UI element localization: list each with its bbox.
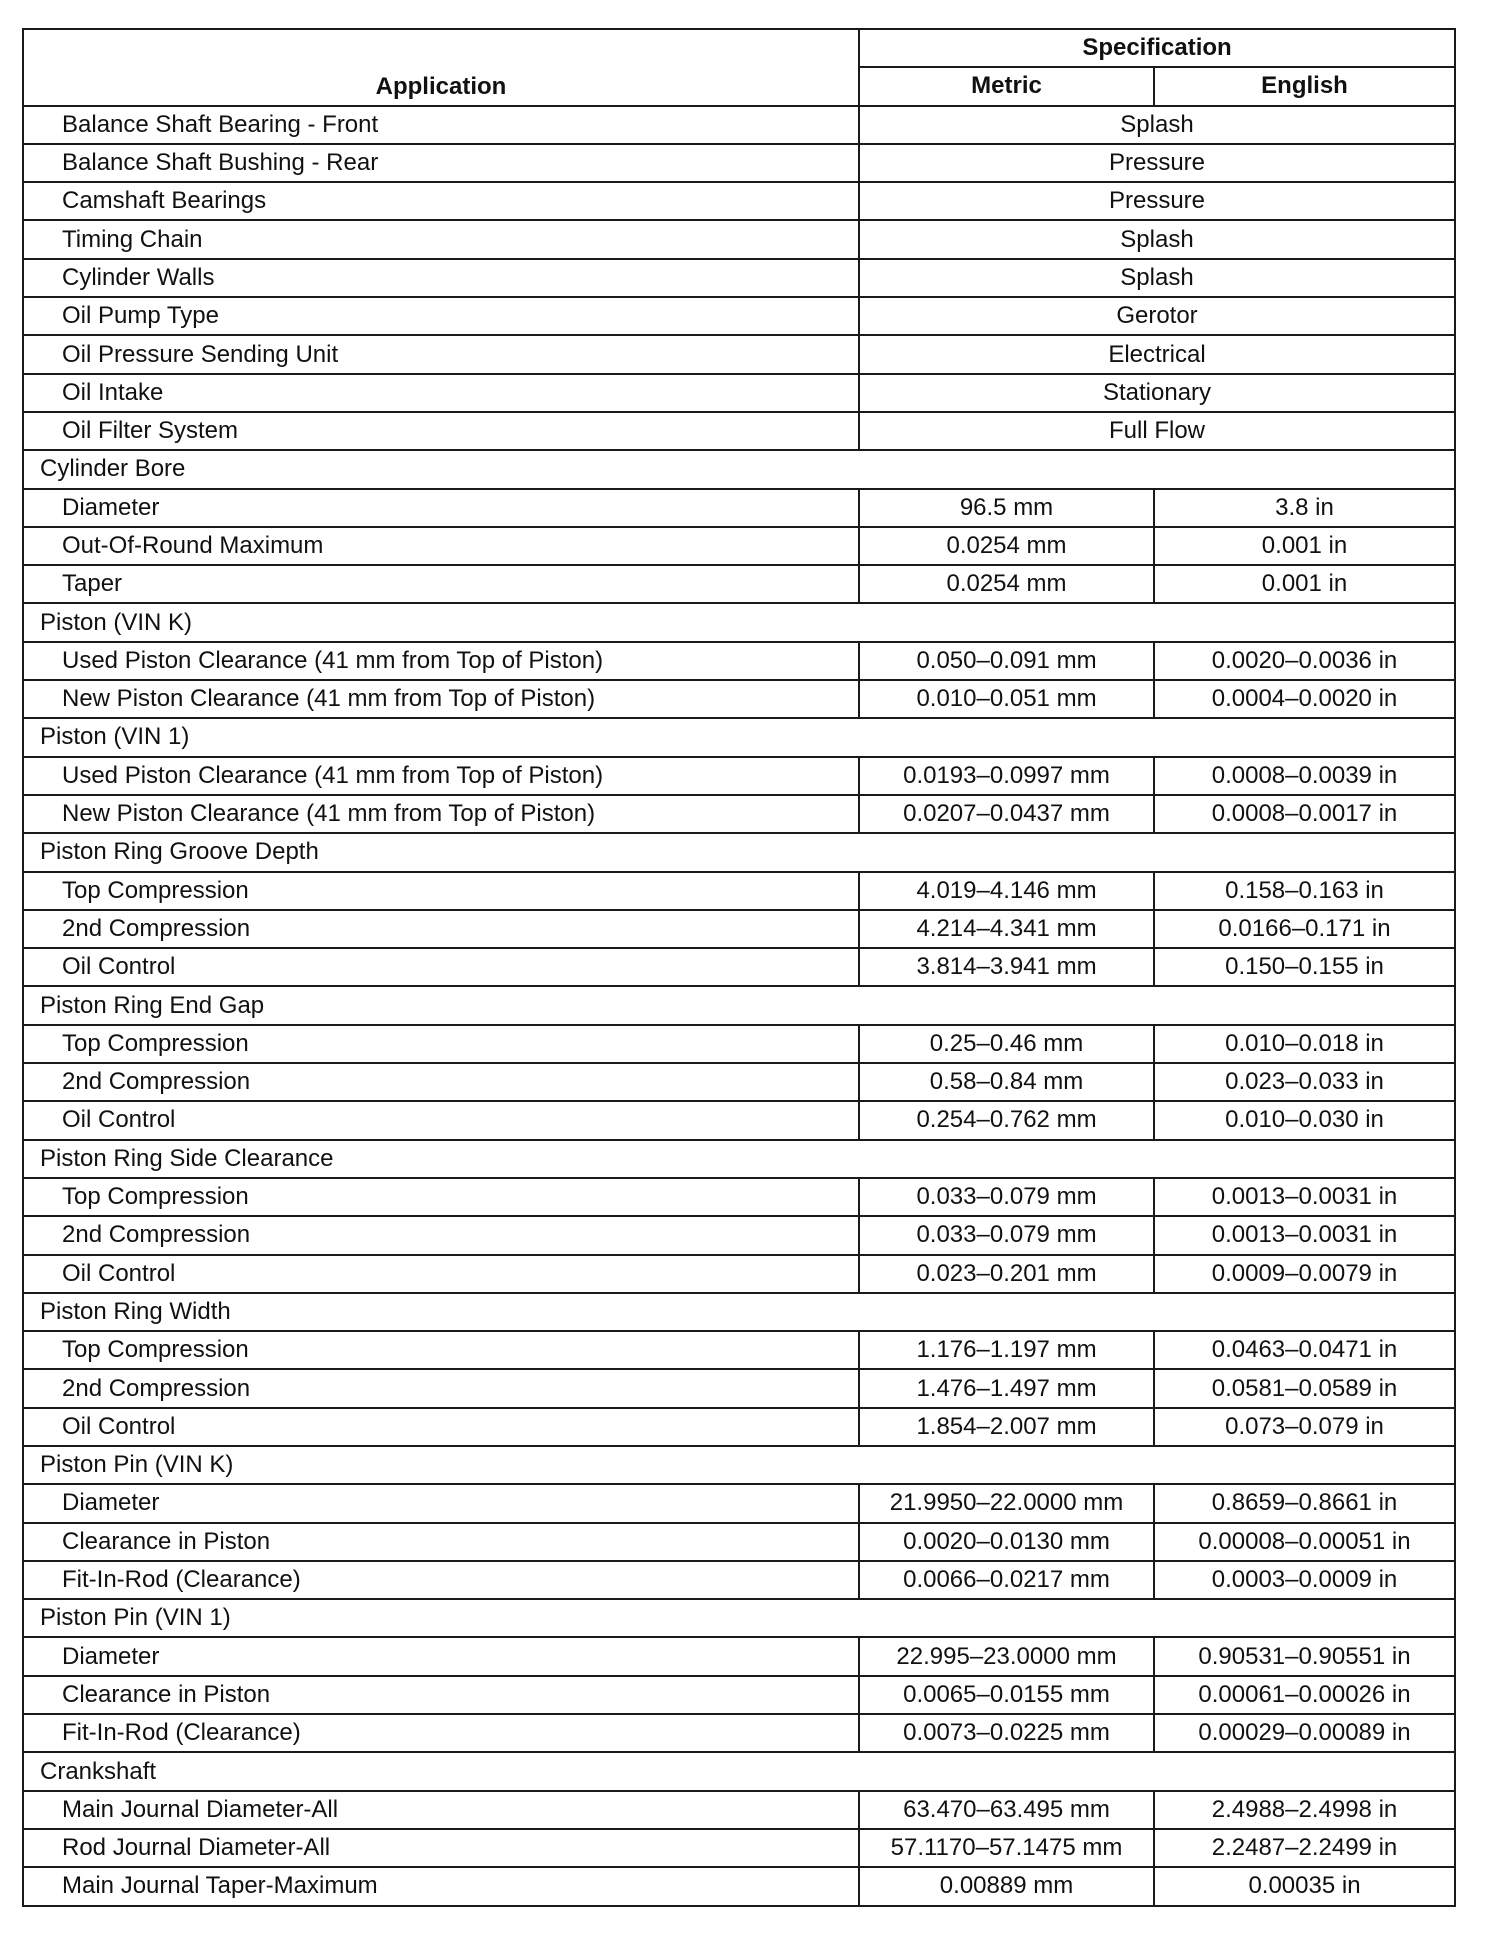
section-title: Piston Pin (VIN 1) (23, 1599, 1455, 1637)
application-cell: Main Journal Diameter-All (23, 1791, 859, 1829)
application-cell: Timing Chain (23, 220, 859, 258)
application-cell: Top Compression (23, 872, 859, 910)
table-row (23, 412, 1455, 450)
english-cell: 0.90531–0.90551 in (1154, 1637, 1455, 1675)
metric-cell: 1.854–2.007 mm (859, 1408, 1154, 1446)
table-row (23, 106, 1455, 144)
table-row (23, 1484, 1455, 1522)
application-cell: Diameter (23, 489, 859, 527)
table-row (23, 1408, 1455, 1446)
english-cell: 0.073–0.079 in (1154, 1408, 1455, 1446)
application-cell: Balance Shaft Bushing - Rear (23, 144, 859, 182)
section-row (23, 833, 1455, 871)
english-cell: 2.2487–2.2499 in (1154, 1829, 1455, 1867)
header-row (23, 29, 1455, 67)
table-row (23, 1523, 1455, 1561)
specification-cell: Stationary (859, 374, 1455, 412)
section-row (23, 450, 1455, 488)
section-title: Piston Ring Side Clearance (23, 1140, 1455, 1178)
section-row (23, 1293, 1455, 1331)
table-row (23, 565, 1455, 603)
specification-cell: Splash (859, 259, 1455, 297)
english-cell: 0.0463–0.0471 in (1154, 1331, 1455, 1369)
english-header: English (1154, 67, 1455, 105)
application-cell: Oil Control (23, 1255, 859, 1293)
application-cell: Diameter (23, 1484, 859, 1522)
english-cell: 0.0013–0.0031 in (1154, 1178, 1455, 1216)
english-cell: 0.001 in (1154, 527, 1455, 565)
application-cell: Top Compression (23, 1178, 859, 1216)
english-cell: 0.00035 in (1154, 1867, 1455, 1905)
english-cell: 0.001 in (1154, 565, 1455, 603)
section-title: Piston Ring End Gap (23, 986, 1455, 1024)
english-cell: 0.0581–0.0589 in (1154, 1369, 1455, 1407)
application-cell: Fit-In-Rod (Clearance) (23, 1714, 859, 1752)
metric-cell: 0.58–0.84 mm (859, 1063, 1154, 1101)
english-cell: 2.4988–2.4998 in (1154, 1791, 1455, 1829)
application-cell: 2nd Compression (23, 1216, 859, 1254)
application-cell: Oil Control (23, 948, 859, 986)
application-cell: 2nd Compression (23, 1369, 859, 1407)
table-row (23, 642, 1455, 680)
application-cell: Clearance in Piston (23, 1676, 859, 1714)
table-row (23, 795, 1455, 833)
application-cell: Oil Pump Type (23, 297, 859, 335)
english-cell: 0.0008–0.0039 in (1154, 757, 1455, 795)
table-row (23, 220, 1455, 258)
application-cell: Out-Of-Round Maximum (23, 527, 859, 565)
english-cell: 0.150–0.155 in (1154, 948, 1455, 986)
specification-cell: Full Flow (859, 412, 1455, 450)
table-row (23, 1216, 1455, 1254)
specification-header: Specification (859, 29, 1455, 67)
metric-cell: 0.033–0.079 mm (859, 1178, 1154, 1216)
table-row (23, 297, 1455, 335)
table-row (23, 680, 1455, 718)
english-cell: 0.010–0.018 in (1154, 1025, 1455, 1063)
section-title: Piston Ring Groove Depth (23, 833, 1455, 871)
application-cell: New Piston Clearance (41 mm from Top of Piston) (23, 680, 859, 718)
application-cell: Oil Filter System (23, 412, 859, 450)
table-row (23, 374, 1455, 412)
section-row (23, 1446, 1455, 1484)
english-cell: 0.0004–0.0020 in (1154, 680, 1455, 718)
metric-cell: 0.0073–0.0225 mm (859, 1714, 1154, 1752)
application-cell: Used Piston Clearance (41 mm from Top of Piston) (23, 642, 859, 680)
metric-cell: 0.050–0.091 mm (859, 642, 1154, 680)
english-cell: 0.0003–0.0009 in (1154, 1561, 1455, 1599)
application-header: Application (23, 29, 859, 106)
metric-header: Metric (859, 67, 1154, 105)
table-row (23, 144, 1455, 182)
table-row (23, 335, 1455, 373)
english-cell: 0.158–0.163 in (1154, 872, 1455, 910)
metric-cell: 0.0254 mm (859, 565, 1154, 603)
specification-cell: Splash (859, 220, 1455, 258)
table-row (23, 1331, 1455, 1369)
metric-cell: 1.476–1.497 mm (859, 1369, 1154, 1407)
table-row (23, 1255, 1455, 1293)
application-cell: Cylinder Walls (23, 259, 859, 297)
section-title: Crankshaft (23, 1752, 1455, 1790)
metric-cell: 0.023–0.201 mm (859, 1255, 1154, 1293)
english-cell: 0.00061–0.00026 in (1154, 1676, 1455, 1714)
table-row (23, 948, 1455, 986)
section-title: Cylinder Bore (23, 450, 1455, 488)
metric-cell: 22.995–23.0000 mm (859, 1637, 1154, 1675)
metric-cell: 63.470–63.495 mm (859, 1791, 1154, 1829)
table-row (23, 1867, 1455, 1905)
english-cell: 0.0008–0.0017 in (1154, 795, 1455, 833)
table-row (23, 872, 1455, 910)
application-cell: Taper (23, 565, 859, 603)
table-row (23, 1829, 1455, 1867)
table-header (23, 29, 1455, 106)
section-title: Piston Pin (VIN K) (23, 1446, 1455, 1484)
section-title: Piston (VIN K) (23, 603, 1455, 641)
metric-cell: 0.0207–0.0437 mm (859, 795, 1154, 833)
english-cell: 0.0013–0.0031 in (1154, 1216, 1455, 1254)
application-cell: 2nd Compression (23, 910, 859, 948)
metric-cell: 21.9950–22.0000 mm (859, 1484, 1154, 1522)
table-row (23, 182, 1455, 220)
specification-cell: Gerotor (859, 297, 1455, 335)
metric-cell: 0.033–0.079 mm (859, 1216, 1154, 1254)
english-cell: 0.0020–0.0036 in (1154, 642, 1455, 680)
table-row (23, 1025, 1455, 1063)
table-row (23, 1637, 1455, 1675)
english-cell: 0.0009–0.0079 in (1154, 1255, 1455, 1293)
specification-cell: Electrical (859, 335, 1455, 373)
metric-cell: 0.254–0.762 mm (859, 1101, 1154, 1139)
application-cell: Camshaft Bearings (23, 182, 859, 220)
section-row (23, 1140, 1455, 1178)
table-row (23, 1178, 1455, 1216)
metric-cell: 0.25–0.46 mm (859, 1025, 1154, 1063)
specification-cell: Pressure (859, 144, 1455, 182)
section-title: Piston Ring Width (23, 1293, 1455, 1331)
application-cell: Used Piston Clearance (41 mm from Top of Piston) (23, 757, 859, 795)
section-row (23, 1752, 1455, 1790)
specification-table (22, 28, 1456, 1907)
table-row (23, 259, 1455, 297)
metric-cell: 0.0065–0.0155 mm (859, 1676, 1154, 1714)
specification-cell: Pressure (859, 182, 1455, 220)
application-cell: 2nd Compression (23, 1063, 859, 1101)
table-row (23, 1714, 1455, 1752)
application-cell: Balance Shaft Bearing - Front (23, 106, 859, 144)
metric-cell: 0.0020–0.0130 mm (859, 1523, 1154, 1561)
metric-cell: 3.814–3.941 mm (859, 948, 1154, 986)
table-row (23, 910, 1455, 948)
section-row (23, 1599, 1455, 1637)
table-row (23, 1676, 1455, 1714)
application-cell: New Piston Clearance (41 mm from Top of Piston) (23, 795, 859, 833)
table-row (23, 1063, 1455, 1101)
application-cell: Oil Pressure Sending Unit (23, 335, 859, 373)
english-cell: 0.010–0.030 in (1154, 1101, 1455, 1139)
application-cell: Oil Control (23, 1408, 859, 1446)
table-row (23, 1791, 1455, 1829)
english-cell: 0.00008–0.00051 in (1154, 1523, 1455, 1561)
metric-cell: 96.5 mm (859, 489, 1154, 527)
metric-cell: 1.176–1.197 mm (859, 1331, 1154, 1369)
table-row (23, 527, 1455, 565)
table-row (23, 1101, 1455, 1139)
section-title: Piston (VIN 1) (23, 718, 1455, 756)
table-row (23, 757, 1455, 795)
table-row (23, 489, 1455, 527)
application-cell: Main Journal Taper-Maximum (23, 1867, 859, 1905)
application-cell: Top Compression (23, 1331, 859, 1369)
table-body (23, 106, 1455, 1906)
application-cell: Diameter (23, 1637, 859, 1675)
metric-cell: 4.019–4.146 mm (859, 872, 1154, 910)
section-row (23, 986, 1455, 1024)
table-row (23, 1369, 1455, 1407)
english-cell: 3.8 in (1154, 489, 1455, 527)
english-cell: 0.8659–0.8661 in (1154, 1484, 1455, 1522)
table-row (23, 1561, 1455, 1599)
application-cell: Rod Journal Diameter-All (23, 1829, 859, 1867)
english-cell: 0.00029–0.00089 in (1154, 1714, 1455, 1752)
english-cell: 0.023–0.033 in (1154, 1063, 1455, 1101)
metric-cell: 0.0193–0.0997 mm (859, 757, 1154, 795)
application-cell: Oil Control (23, 1101, 859, 1139)
metric-cell: 0.0066–0.0217 mm (859, 1561, 1154, 1599)
section-row (23, 603, 1455, 641)
application-cell: Clearance in Piston (23, 1523, 859, 1561)
application-cell: Oil Intake (23, 374, 859, 412)
section-row (23, 718, 1455, 756)
english-cell: 0.0166–0.171 in (1154, 910, 1455, 948)
application-cell: Top Compression (23, 1025, 859, 1063)
specification-cell: Splash (859, 106, 1455, 144)
metric-cell: 0.0254 mm (859, 527, 1154, 565)
metric-cell: 57.1170–57.1475 mm (859, 1829, 1154, 1867)
metric-cell: 0.010–0.051 mm (859, 680, 1154, 718)
application-cell: Fit-In-Rod (Clearance) (23, 1561, 859, 1599)
metric-cell: 0.00889 mm (859, 1867, 1154, 1905)
metric-cell: 4.214–4.341 mm (859, 910, 1154, 948)
